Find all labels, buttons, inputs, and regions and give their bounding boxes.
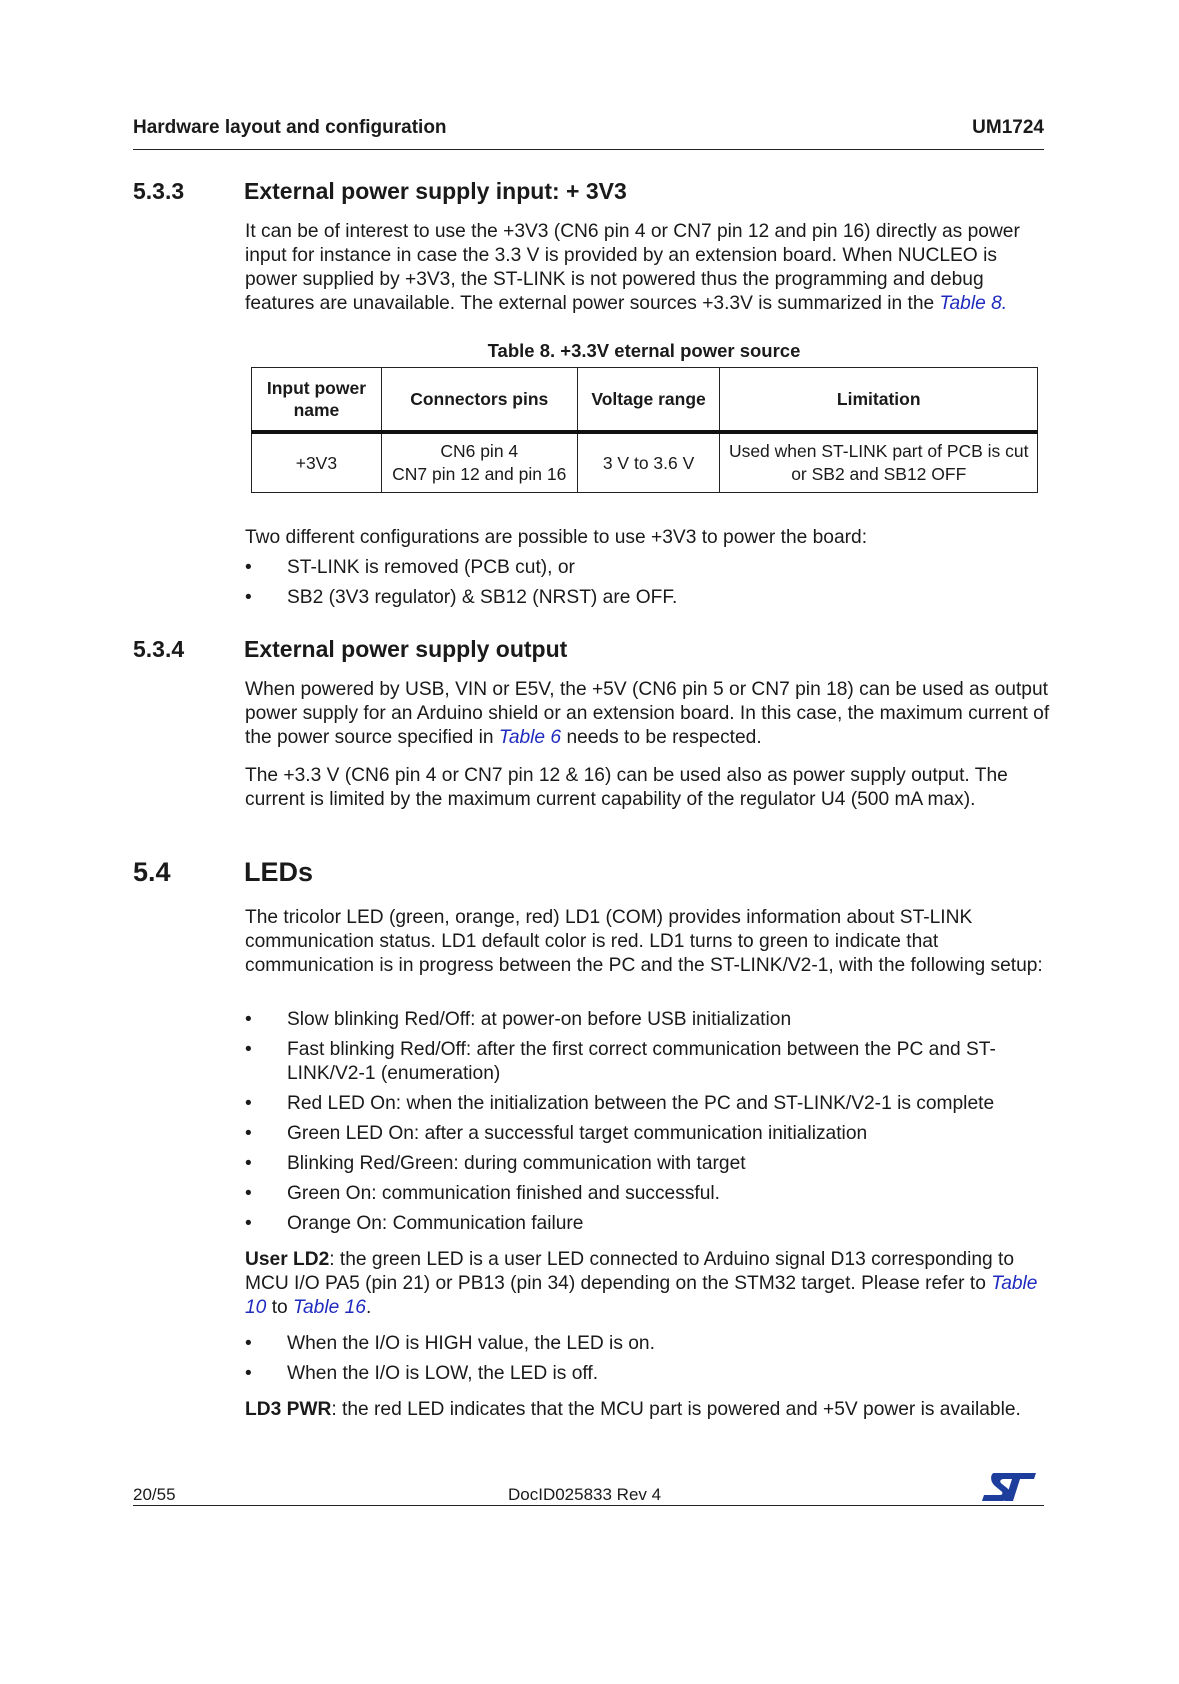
cell-input-name: +3V3	[252, 432, 382, 493]
section-title: External power supply input: + 3V3	[244, 178, 627, 204]
section-title: LEDs	[244, 857, 314, 887]
section-number: 5.3.3	[133, 178, 185, 204]
cell-voltage-range: 3 V to 3.6 V	[577, 432, 720, 493]
header-section-title: Hardware layout and configuration	[133, 117, 447, 138]
table-8-link[interactable]: Table 8.	[939, 293, 1008, 314]
document-page: Hardware layout and configuration UM1724 5.3.3 External power supply input: + 3V3 It can be of interest to use the +3V3 (CN6 pin 4 or CN7 pin 12 and pin 16) directly as power input for instance in case the 3.3 V is provided by an extension board. When NUCLEO is power supplied by +3V3, the ST-LINK is not powered thus the programming and debug features are unavailable. The external power sources +3.3V is summarized in the Table 8. Table 8. +3.3V eternal power source Input power name Connectors pins Voltage range Limitation +3V3 CN6 pin 4 CN7 pin 12 and pin 16 3 V to 3.6 V Used when ST-LINK part of PCB is cut or SB2 and SB12 OFF Two different configurations are possible to use +3V3 to power the board: • ST-LINK is removed (PCB cut), or • SB2 (3V3 regulator) & SB12 (NRST) are OFF. 5.3.4 External power supply output When powered by USB, VIN or E5V, the +5V (CN6 pin 5 or CN7 pin 18) can be used as output power supply for an Arduino shield or an extension board. In this case, the maximum current of the power source specified in Table 6 needs to be respected. The +3.3 V (CN6 pin 4 or CN7 pin 12 & 16) can be used also as power supply output. The current is limited by the maximum current capability of the regulator U4 (500 mA max). 5.4 LEDs The tricolor LED (green, orange, red) LD1 (COM) provides information about ST-LINK communication status. LD1 default color is red. LD1 turns to green to indicate that communication is in progress between the PC and the ST-LINK/V2-1, with the following setup: • Slow blinking Red/Off: at power-on before USB initialization • Fast blinking Red/Off: after the first correct communication between the PC and ST-LINK/V2-1 (enumeration) • Red LED On: when the initialization between the PC and ST-LINK/V2-1 is complete • Green LED On: after a successful target communication initialization • Blinking Red/Green: during communication with target • Green On: communication finished and successful. • Orange On: Communication failure User LD2: the green LED is a user LED connected to Arduino signal D13 corresponding to MCU I/O PA5 (pin 21) or PB13 (pin 34) depending on the STM32 target. Please refer to Table 10 to Table 16. • When the I/O is HIGH value, the LED is on. • When the I/O is LOW, the LED is off. LD3 PWR: the red LED indicates that the MCU part is powered and +5V power is available. 20/55 DocID025833 Rev 4	[133, 117, 1050, 1504]
column-header: Input power name	[252, 368, 382, 433]
table-row	[252, 432, 1038, 493]
table-10-link[interactable]: Table 10	[245, 1273, 1038, 1318]
cell-limitation: Used when ST-LINK part of PCB is cut or SB2 and SB12 OFF	[720, 432, 1038, 493]
table-caption: Table 8. +3.3V eternal power source	[487, 340, 801, 361]
page-header	[133, 117, 1044, 150]
paragraph: It can be of interest to use the +3V3 (CN6 pin 4 or CN7 pin 12 and pin 16) directly as power input for instance in case the 3.3 V is provided by an extension board. When NUCLEO is power supplied by +3V3, the ST-LINK is not powered thus the programming and debug features are unavailable. The external power sources +3.3V is summarized in the Table 8.	[245, 221, 1020, 314]
section-number: 5.3.4	[133, 636, 185, 662]
paragraph: When powered by USB, VIN or E5V, the +5V (CN6 pin 5 or CN7 pin 18) can be used as output power supply for an Arduino shield or an extension board. In this case, the maximum current of the power source specified in Table 6 needs to be respected.	[245, 679, 1050, 748]
header-doc-id: UM1724	[972, 117, 1044, 138]
paragraph-ld3-pwr: LD3 PWR: the red LED indicates that the MCU part is powered and +5V power is available.	[245, 1399, 1021, 1420]
paragraph: Two different configurations are possible to use +3V3 to power the board:	[245, 527, 868, 548]
table-6-link[interactable]: Table 6	[498, 727, 562, 748]
column-header: Voltage range	[577, 368, 720, 433]
st-logo-icon	[980, 1471, 1038, 1503]
paragraph: The tricolor LED (green, orange, red) LD1 (COM) provides information about ST-LINK communication status. LD1 default color is red. LD1 turns to green to indicate that communication is in progress between the PC and the ST-LINK/V2-1, with the following setup:	[245, 907, 1043, 976]
table-16-link[interactable]: Table 16	[293, 1297, 366, 1318]
cell-connector-pins: CN6 pin 4 CN7 pin 12 and pin 16	[381, 432, 577, 493]
power-source-table	[251, 367, 1038, 493]
paragraph-user-ld2: User LD2: the green LED is a user LED connected to Arduino signal D13 corresponding to MCU I/O PA5 (pin 21) or PB13 (pin 34) depending on the STM32 target. Please refer to Table 10 to Table 16.	[245, 1249, 1038, 1318]
section-title: External power supply output	[244, 636, 568, 662]
page-number: 20/55	[133, 1485, 176, 1504]
page-footer	[133, 1471, 1044, 1506]
section-number: 5.4	[133, 857, 171, 887]
doc-revision: DocID025833 Rev 4	[508, 1485, 662, 1504]
paragraph: The +3.3 V (CN6 pin 4 or CN7 pin 12 & 16) can be used also as power supply output. The current is limited by the maximum current capability of the regulator U4 (500 mA max).	[245, 765, 1008, 810]
column-header: Connectors pins	[381, 368, 577, 433]
column-header: Limitation	[720, 368, 1038, 433]
table-header-row	[252, 368, 1038, 433]
